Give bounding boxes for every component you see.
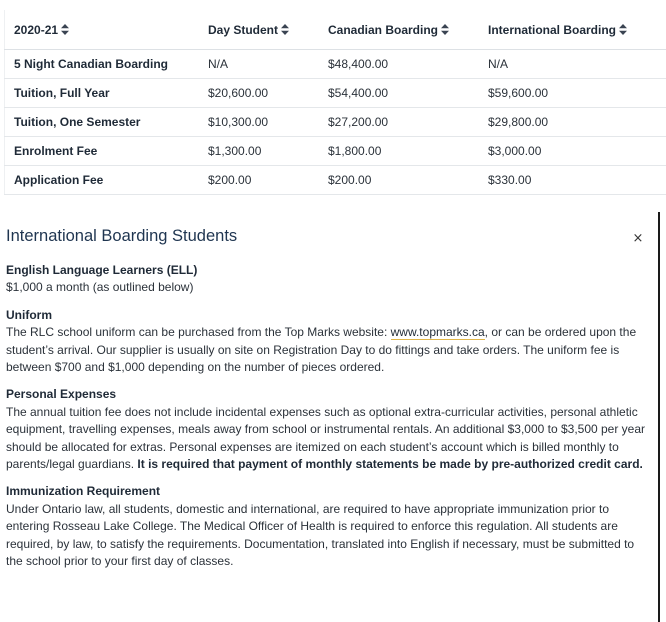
table-cell: N/A bbox=[199, 50, 319, 79]
table-cell: $330.00 bbox=[479, 166, 666, 195]
table-header-row bbox=[5, 10, 666, 50]
uniform-heading: Uniform bbox=[6, 307, 52, 322]
table-cell: $48,400.00 bbox=[319, 50, 479, 79]
row-label: Tuition, One Semester bbox=[5, 108, 200, 137]
topmarks-link[interactable]: www.topmarks.ca bbox=[390, 325, 485, 340]
table-row bbox=[5, 166, 666, 195]
table-cell: $54,400.00 bbox=[319, 79, 479, 108]
sort-icon bbox=[281, 24, 289, 35]
table-row bbox=[5, 79, 666, 108]
table-row bbox=[5, 137, 666, 166]
table-cell: $27,200.00 bbox=[319, 108, 479, 137]
payment-requirement: It is required that payment of monthly statements be made by pre-authorized credit card. bbox=[137, 457, 643, 472]
table-cell: $3,000.00 bbox=[479, 137, 666, 166]
ell-heading: English Language Learners (ELL) bbox=[6, 263, 198, 277]
sort-icon bbox=[61, 24, 69, 35]
row-label: Enrolment Fee bbox=[5, 137, 200, 166]
table-cell: $29,800.00 bbox=[479, 108, 666, 137]
uniform-text: The RLC school uniform can be purchased from the Top Marks website: www.topmarks.ca, or can be ordered upon the student’s arrival. Our supplier is usually on site on Registration Day to do fittings and take orders. The uniform fee is between $700 and $1,000 depending on the number of pieces ordered. bbox=[6, 325, 637, 375]
row-label: Application Fee bbox=[5, 166, 200, 195]
ell-section bbox=[6, 262, 646, 297]
immunization-text: Under Ontario law, all students, domestic and international, are required to have appropriate immunization prior to entering Rosseau Lake College. The Medical Officer of Health is required to enforce this regulation. All students are required, by law, to satisfy the requirements. Documentation, translated into English if necessary, must be submitted to the school prior to your first day of classes. bbox=[6, 501, 635, 569]
panel-edge-divider bbox=[658, 212, 660, 622]
sort-icon bbox=[619, 24, 627, 35]
table-cell: $1,800.00 bbox=[319, 137, 479, 166]
ell-text: $1,000 a month (as outlined below) bbox=[6, 280, 194, 295]
personal-expenses-section bbox=[6, 386, 646, 473]
row-label: Tuition, Full Year bbox=[5, 79, 200, 108]
table-cell: N/A bbox=[479, 50, 666, 79]
column-header-canadian-boarding[interactable]: Canadian Boarding bbox=[319, 10, 479, 50]
table-cell: $200.00 bbox=[319, 166, 479, 195]
personal-expenses-text: The annual tuition fee does not include incidental expenses such as optional extra-curricular activities, personal athletic equipment, travelling expenses, meals away from school or instrumental rentals. An additional $3,000 to $3,500 per year should be allocated for extras. Personal expenses are itemized on each student’s account which is billed monthly to parents/legal guardians. It is required that payment of monthly statements be made by pre-authorized credit card. bbox=[6, 404, 646, 472]
immunization-section bbox=[6, 483, 646, 570]
column-header-day-student[interactable]: Day Student bbox=[199, 10, 319, 50]
table-row bbox=[5, 50, 666, 79]
panel-body bbox=[6, 262, 646, 581]
personal-expenses-heading: Personal Expenses bbox=[6, 387, 117, 402]
uniform-section bbox=[6, 307, 646, 377]
column-header-international-boarding[interactable]: International Boarding bbox=[479, 10, 666, 50]
close-button[interactable] bbox=[630, 231, 646, 247]
fee-table bbox=[4, 10, 666, 195]
row-label: 5 Night Canadian Boarding bbox=[5, 50, 200, 79]
fee-table-container bbox=[4, 10, 649, 195]
close-icon: × bbox=[632, 231, 644, 246]
panel-title: International Boarding Students bbox=[6, 227, 238, 245]
table-cell: $10,300.00 bbox=[199, 108, 319, 137]
international-boarding-panel bbox=[0, 212, 658, 622]
immunization-heading: Immunization Requirement bbox=[6, 484, 161, 499]
table-cell: $200.00 bbox=[199, 166, 319, 195]
table-cell: $20,600.00 bbox=[199, 79, 319, 108]
table-cell: $1,300.00 bbox=[199, 137, 319, 166]
table-row bbox=[5, 108, 666, 137]
table-cell: $59,600.00 bbox=[479, 79, 666, 108]
sort-icon bbox=[441, 24, 449, 35]
column-header-year[interactable]: 2020-21 bbox=[5, 10, 200, 50]
